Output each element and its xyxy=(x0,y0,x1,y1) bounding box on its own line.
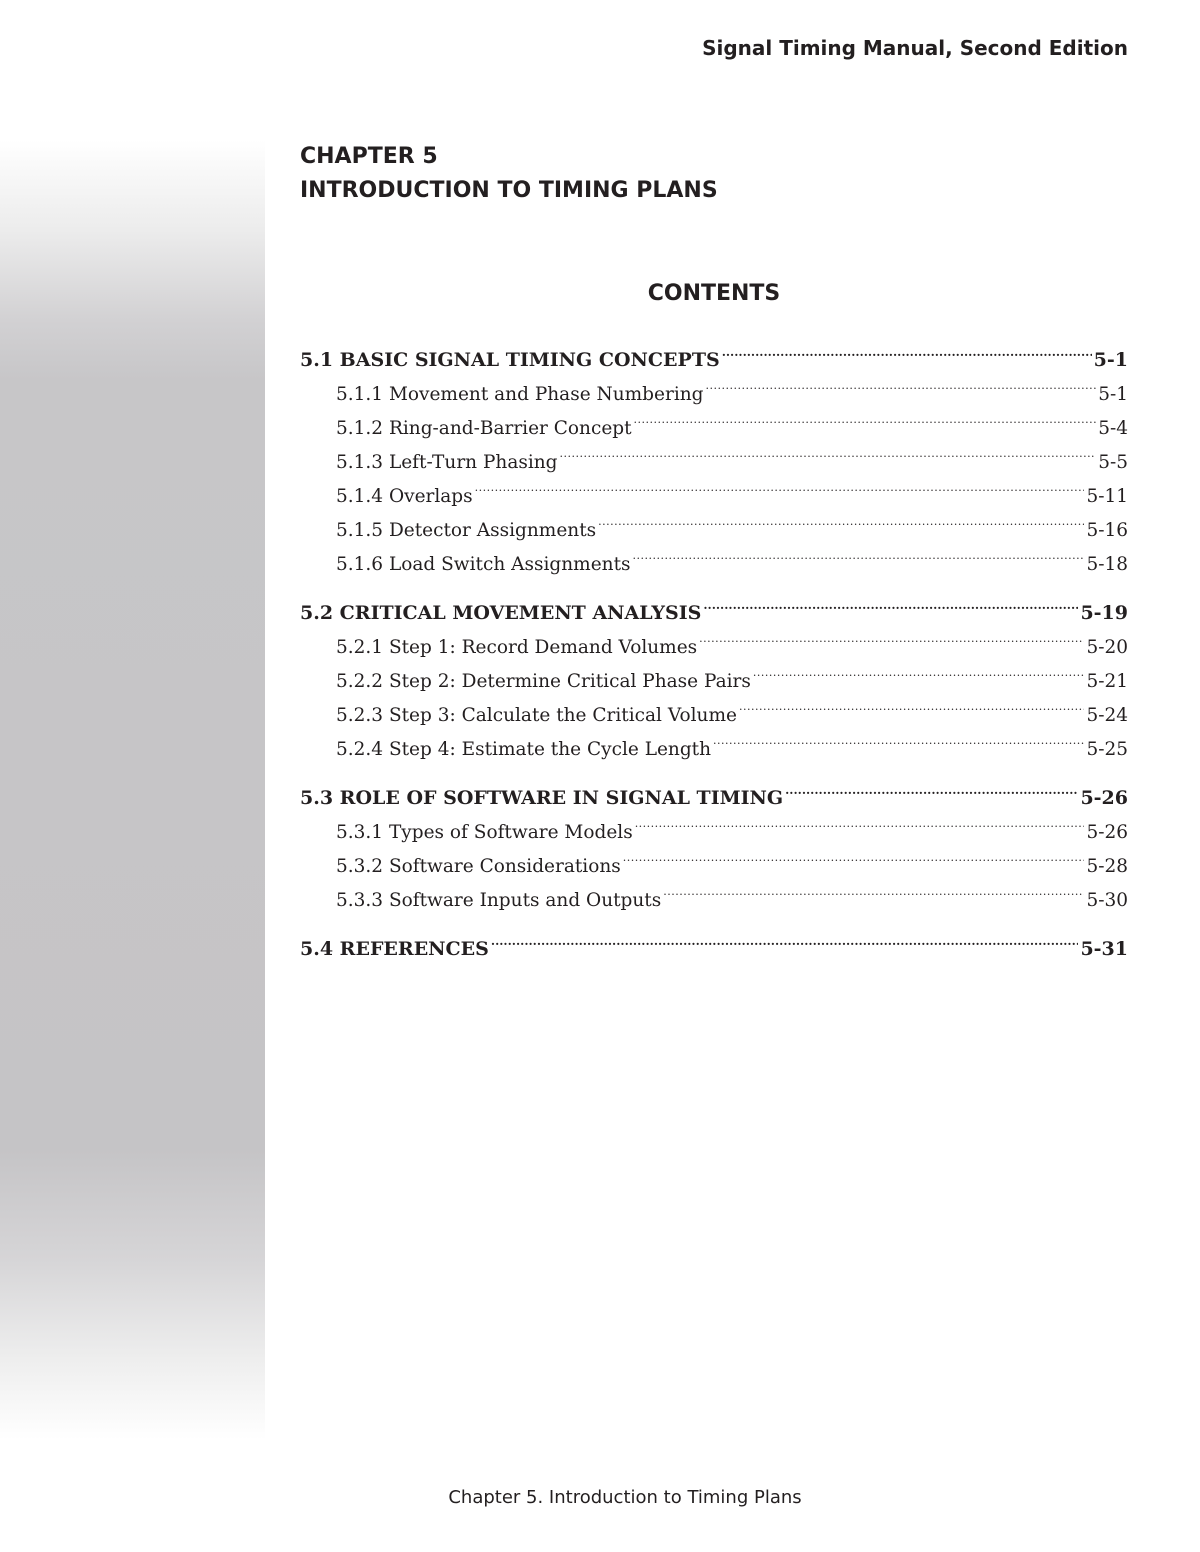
toc-entry-page: 5-16 xyxy=(1086,520,1128,541)
dot-leader xyxy=(634,400,1097,434)
toc-entry-page: 5-1 xyxy=(1093,349,1128,371)
table-of-contents xyxy=(300,332,1128,960)
toc-entry-page: 5-4 xyxy=(1098,418,1128,439)
toc-section-entry[interactable] xyxy=(300,921,1128,960)
running-header: Signal Timing Manual, Second Edition xyxy=(702,36,1128,60)
toc-entry-label: 5.1.5 Detector Assignments xyxy=(336,520,597,541)
toc-entry-label: 5.3.3 Software Inputs and Outputs xyxy=(336,890,662,911)
dot-leader xyxy=(560,434,1097,468)
toc-entry-label: 5.2.2 Step 2: Determine Critical Phase Pairs xyxy=(336,671,751,692)
toc-group-5-4 xyxy=(300,921,1128,960)
toc-entry-page: 5-18 xyxy=(1086,554,1128,575)
toc-entry-label: 5.3.2 Software Considerations xyxy=(336,856,621,877)
dot-leader xyxy=(663,872,1084,906)
contents-title: CONTENTS xyxy=(647,281,781,306)
dot-leader xyxy=(633,536,1085,570)
toc-entry-page: 5-20 xyxy=(1086,637,1128,658)
toc-entry-page: 5-26 xyxy=(1080,787,1128,809)
toc-entry-label: 5.2.1 Step 1: Record Demand Volumes xyxy=(336,637,698,658)
dot-leader xyxy=(753,653,1085,687)
toc-section-entry[interactable] xyxy=(300,332,1128,371)
toc-entry-label: 5.2.4 Step 4: Estimate the Cycle Length xyxy=(336,739,712,760)
toc-entry-label: 5.1.1 Movement and Phase Numbering xyxy=(336,384,704,405)
toc-entry-page: 5-19 xyxy=(1080,602,1128,624)
decorative-side-band xyxy=(0,0,265,1552)
toc-entry-label: 5.4 REFERENCES xyxy=(300,938,489,960)
chapter-heading xyxy=(300,140,718,208)
toc-entry-page: 5-5 xyxy=(1098,452,1128,473)
toc-entry-label: 5.3.1 Types of Software Models xyxy=(336,822,633,843)
toc-group-5-1 xyxy=(300,332,1128,575)
toc-entry-page: 5-1 xyxy=(1098,384,1128,405)
toc-entry-label: 5.2.3 Step 3: Calculate the Critical Volume xyxy=(336,705,737,726)
dot-leader xyxy=(722,332,1092,366)
toc-entry-label: 5.1.4 Overlaps xyxy=(336,486,473,507)
dot-leader xyxy=(699,619,1084,653)
toc-entry-page: 5-26 xyxy=(1086,822,1128,843)
dot-leader xyxy=(739,687,1084,721)
toc-entry-label: 5.3 ROLE OF SOFTWARE IN SIGNAL TIMING xyxy=(300,787,784,809)
dot-leader xyxy=(706,366,1097,400)
toc-entry-page: 5-28 xyxy=(1086,856,1128,877)
page-footer: Chapter 5. Introduction to Timing Plans xyxy=(448,1487,802,1508)
toc-entry-page: 5-24 xyxy=(1086,705,1128,726)
toc-section-entry[interactable] xyxy=(300,585,1128,624)
toc-group-5-2 xyxy=(300,585,1128,760)
toc-entry-page: 5-21 xyxy=(1086,671,1128,692)
dot-leader xyxy=(491,921,1079,955)
dot-leader xyxy=(475,468,1085,502)
toc-entry-page: 5-25 xyxy=(1086,739,1128,760)
toc-entry-page: 5-30 xyxy=(1086,890,1128,911)
toc-entry-page: 5-31 xyxy=(1080,938,1128,960)
toc-group-5-3 xyxy=(300,770,1128,911)
toc-entry-label: 5.1.3 Left-Turn Phasing xyxy=(336,452,558,473)
toc-section-entry[interactable] xyxy=(300,770,1128,809)
dot-leader xyxy=(703,585,1078,619)
dot-leader xyxy=(598,502,1084,536)
toc-entry-label: 5.1.6 Load Switch Assignments xyxy=(336,554,631,575)
toc-entry-page: 5-11 xyxy=(1086,486,1128,507)
dot-leader xyxy=(713,721,1084,755)
dot-leader xyxy=(785,770,1078,804)
chapter-number: CHAPTER 5 xyxy=(300,144,438,169)
toc-entry-label: 5.1.2 Ring-and-Barrier Concept xyxy=(336,418,632,439)
chapter-title: INTRODUCTION TO TIMING PLANS xyxy=(300,178,718,203)
toc-entry-label: 5.1 BASIC SIGNAL TIMING CONCEPTS xyxy=(300,349,720,371)
dot-leader xyxy=(623,838,1085,872)
toc-entry-label: 5.2 CRITICAL MOVEMENT ANALYSIS xyxy=(300,602,702,624)
dot-leader xyxy=(635,804,1085,838)
